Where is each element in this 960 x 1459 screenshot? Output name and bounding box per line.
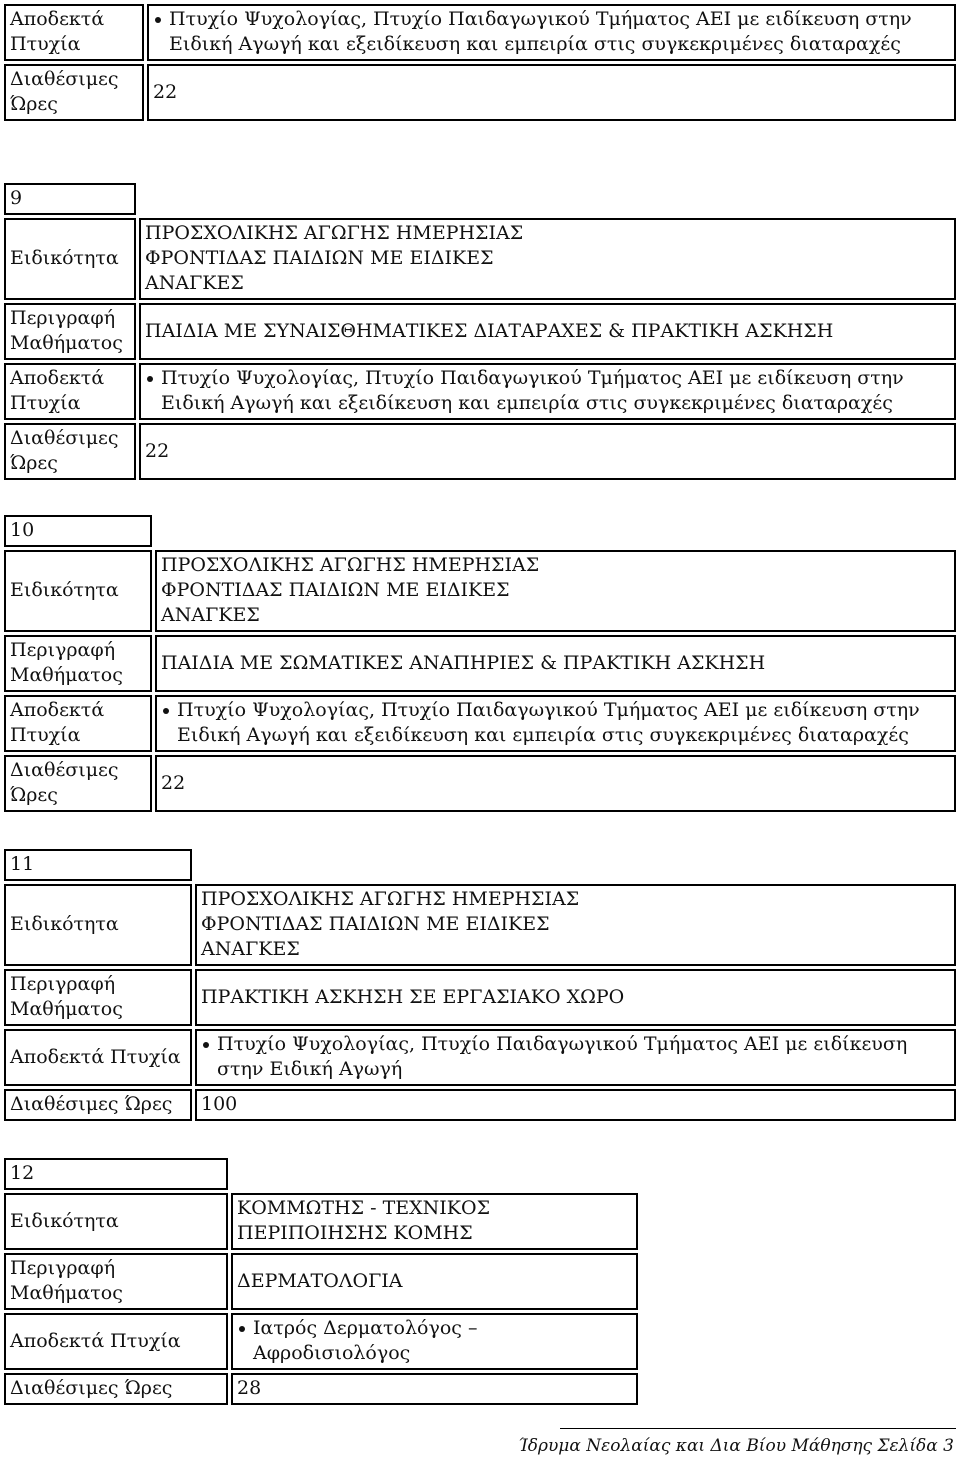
- degrees-cell: [231, 1313, 638, 1370]
- block-11: [1, 846, 959, 1124]
- specialty-label: Ειδικότητα: [4, 884, 192, 966]
- hours-label: Διαθέσιμες Ώρες: [4, 64, 144, 121]
- course-value: ΠΑΙΔΙΑ ΜΕ ΣΩΜΑΤΙΚΕΣ ΑΝΑΠΗΡΙΕΣ & ΠΡΑΚΤΙΚΗ ΑΣΚΗΣΗ: [155, 635, 956, 692]
- degrees-cell: [147, 4, 956, 61]
- block-top: [1, 1, 959, 124]
- page-footer: Ίδρυμα Νεολαίας και Δια Βίου Μάθησης Σελίδα 3: [518, 1436, 954, 1456]
- block-number: 11: [4, 849, 192, 881]
- block-12: [1, 1155, 641, 1408]
- degree-item: Πτυχίο Ψυχολογίας, Πτυχίο Παιδαγωγικού Τμήματος ΑΕΙ με ειδίκευση στην Ειδική Αγωγή και εξειδίκευση και εμπειρία στις συγκεκριμένες διαταραχές: [145, 366, 950, 416]
- degrees-cell: [139, 363, 956, 420]
- specialty-label: Ειδικότητα: [4, 1193, 228, 1250]
- specialty-value: ΠΡΟΣΧΟΛΙΚΗΣ ΑΓΩΓΗΣ ΗΜΕΡΗΣΙΑΣ ΦΡΟΝΤΙΔΑΣ ΠΑΙΔΙΩΝ ΜΕ ΕΙΔΙΚΕΣ ΑΝΑΓΚΕΣ: [155, 550, 956, 632]
- course-value: ΠΡΑΚΤΙΚΗ ΑΣΚΗΣΗ ΣΕ ΕΡΓΑΣΙΑΚΟ ΧΩΡΟ: [195, 969, 956, 1026]
- degrees-label: Αποδεκτά Πτυχία: [4, 1313, 228, 1370]
- degree-item: Πτυχίο Ψυχολογίας, Πτυχίο Παιδαγωγικού Τμήματος ΑΕΙ με ειδίκευση στην Ειδική Αγωγή και εξειδίκευση και εμπειρία στις συγκεκριμένες διαταραχές: [153, 7, 950, 57]
- hours-label: Διαθέσιμες Ώρες: [4, 755, 152, 812]
- course-label: Περιγραφή Μαθήματος: [4, 1253, 228, 1310]
- degrees-label: Αποδεκτά Πτυχία: [4, 4, 144, 61]
- degrees-cell: [155, 695, 956, 752]
- specialty-value: ΠΡΟΣΧΟΛΙΚΗΣ ΑΓΩΓΗΣ ΗΜΕΡΗΣΙΑΣ ΦΡΟΝΤΙΔΑΣ ΠΑΙΔΙΩΝ ΜΕ ΕΙΔΙΚΕΣ ΑΝΑΓΚΕΣ: [195, 884, 956, 966]
- degree-item: Ιατρός Δερματολόγος – Αφροδισιολόγος: [237, 1316, 632, 1366]
- course-value: ΔΕΡΜΑΤΟΛΟΓΙΑ: [231, 1253, 638, 1310]
- specialty-label: Ειδικότητα: [4, 550, 152, 632]
- hours-value: 22: [147, 64, 956, 121]
- hours-value: 22: [139, 423, 956, 480]
- course-label: Περιγραφή Μαθήματος: [4, 969, 192, 1026]
- course-label: Περιγραφή Μαθήματος: [4, 635, 152, 692]
- degrees-cell: [195, 1029, 956, 1086]
- hours-value: 100: [195, 1089, 956, 1121]
- specialty-value: ΠΡΟΣΧΟΛΙΚΗΣ ΑΓΩΓΗΣ ΗΜΕΡΗΣΙΑΣ ΦΡΟΝΤΙΔΑΣ ΠΑΙΔΙΩΝ ΜΕ ΕΙΔΙΚΕΣ ΑΝΑΓΚΕΣ: [139, 218, 956, 300]
- hours-value: 22: [155, 755, 956, 812]
- hours-label: Διαθέσιμες Ώρες: [4, 1089, 192, 1121]
- degrees-label: Αποδεκτά Πτυχία: [4, 1029, 192, 1086]
- specialty-value: ΚΟΜΜΩΤΗΣ - ΤΕΧΝΙΚΟΣ ΠΕΡΙΠΟΙΗΣΗΣ ΚΟΜΗΣ: [231, 1193, 638, 1250]
- block-number: 9: [4, 183, 136, 215]
- hours-label: Διαθέσιμες Ώρες: [4, 1373, 228, 1405]
- course-value: ΠΑΙΔΙΑ ΜΕ ΣΥΝΑΙΣΘΗΜΑΤΙΚΕΣ ΔΙΑΤΑΡΑΧΕΣ & ΠΡΑΚΤΙΚΗ ΑΣΚΗΣΗ: [139, 303, 956, 360]
- block-9: [1, 180, 959, 483]
- degree-item: Πτυχίο Ψυχολογίας, Πτυχίο Παιδαγωγικού Τμήματος ΑΕΙ με ειδίκευση στην Ειδική Αγωγή και εξειδίκευση και εμπειρία στις συγκεκριμένες διαταραχές: [161, 698, 950, 748]
- specialty-label: Ειδικότητα: [4, 218, 136, 300]
- degrees-label: Αποδεκτά Πτυχία: [4, 695, 152, 752]
- block-10: [1, 512, 959, 815]
- hours-value: 28: [231, 1373, 638, 1405]
- hours-label: Διαθέσιμες Ώρες: [4, 423, 136, 480]
- course-label: Περιγραφή Μαθήματος: [4, 303, 136, 360]
- degree-item: Πτυχίο Ψυχολογίας, Πτυχίο Παιδαγωγικού Τμήματος ΑΕΙ με ειδίκευση στην Ειδική Αγωγή: [201, 1032, 950, 1082]
- degrees-label: Αποδεκτά Πτυχία: [4, 363, 136, 420]
- block-number: 12: [4, 1158, 228, 1190]
- block-number: 10: [4, 515, 152, 547]
- footer-rule: [560, 1428, 956, 1429]
